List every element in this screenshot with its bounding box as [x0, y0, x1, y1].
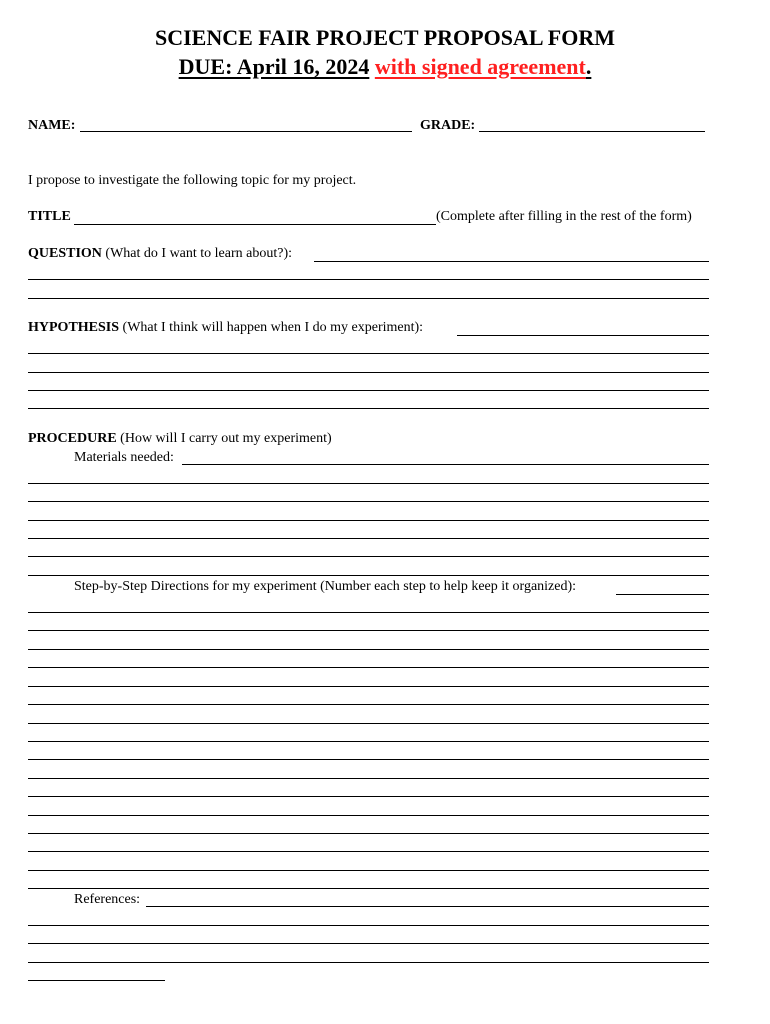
- hypothesis-line[interactable]: [457, 335, 709, 336]
- procedure-heading: [28, 430, 332, 447]
- steps-line[interactable]: [28, 704, 709, 705]
- name-label: NAME:: [28, 118, 76, 133]
- question-label: QUESTION: [28, 246, 102, 261]
- title-field-line[interactable]: [74, 224, 436, 225]
- materials-line[interactable]: [28, 575, 709, 576]
- question-line[interactable]: [314, 261, 709, 262]
- hypothesis-line[interactable]: [28, 408, 709, 409]
- due-emphasis: with signed agreement: [374, 54, 586, 79]
- steps-line[interactable]: [28, 649, 709, 650]
- grade-field-line[interactable]: [479, 131, 705, 132]
- steps-line[interactable]: [28, 833, 709, 834]
- references-line[interactable]: [28, 943, 709, 944]
- references-line[interactable]: [28, 962, 709, 963]
- steps-line[interactable]: [28, 686, 709, 687]
- hypothesis-note: (What I think will happen when I do my experiment):: [122, 320, 424, 335]
- materials-label: Materials needed:: [74, 450, 174, 465]
- name-field-line[interactable]: [80, 131, 412, 132]
- references-line[interactable]: [146, 906, 709, 907]
- steps-line[interactable]: [28, 667, 709, 668]
- steps-line[interactable]: [616, 594, 709, 595]
- hypothesis-line[interactable]: [28, 353, 709, 354]
- steps-line[interactable]: [28, 851, 709, 852]
- materials-line[interactable]: [182, 464, 709, 465]
- procedure-note: (How will I carry out my experiment): [120, 431, 332, 446]
- hypothesis-line[interactable]: [28, 372, 709, 373]
- steps-line[interactable]: [28, 796, 709, 797]
- steps-line[interactable]: [28, 612, 709, 613]
- steps-label: Step-by-Step Directions for my experiment (Number each step to help keep it organized):: [74, 579, 577, 594]
- steps-line[interactable]: [28, 630, 709, 631]
- intro-text: I propose to investigate the following topic for my project.: [28, 173, 357, 188]
- hypothesis-heading: [28, 319, 423, 336]
- materials-line[interactable]: [28, 483, 709, 484]
- steps-line[interactable]: [28, 723, 709, 724]
- question-line[interactable]: [28, 298, 709, 299]
- references-label: References:: [74, 892, 141, 907]
- steps-line[interactable]: [28, 870, 709, 871]
- steps-line[interactable]: [28, 815, 709, 816]
- procedure-label: PROCEDURE: [28, 431, 117, 446]
- steps-line[interactable]: [28, 888, 709, 889]
- hypothesis-line[interactable]: [28, 390, 709, 391]
- title-note: (Complete after filling in the rest of the form): [436, 209, 692, 224]
- question-heading: [28, 245, 292, 262]
- steps-line[interactable]: [28, 759, 709, 760]
- references-line[interactable]: [28, 925, 709, 926]
- due-date: DUE: April 16, 2024: [178, 54, 370, 79]
- question-note: (What do I want to learn about?):: [105, 246, 293, 261]
- title-label: TITLE: [28, 209, 71, 224]
- references-line[interactable]: [28, 980, 165, 981]
- question-line[interactable]: [28, 279, 709, 280]
- materials-line[interactable]: [28, 538, 709, 539]
- due-period: .: [585, 54, 592, 79]
- materials-line[interactable]: [28, 556, 709, 557]
- due-date-line: [0, 53, 770, 81]
- steps-line[interactable]: [28, 741, 709, 742]
- grade-label: GRADE:: [420, 118, 476, 133]
- hypothesis-label: HYPOTHESIS: [28, 320, 120, 335]
- form-title: SCIENCE FAIR PROJECT PROPOSAL FORM: [154, 25, 615, 50]
- steps-line[interactable]: [28, 778, 709, 779]
- materials-line[interactable]: [28, 501, 709, 502]
- materials-line[interactable]: [28, 520, 709, 521]
